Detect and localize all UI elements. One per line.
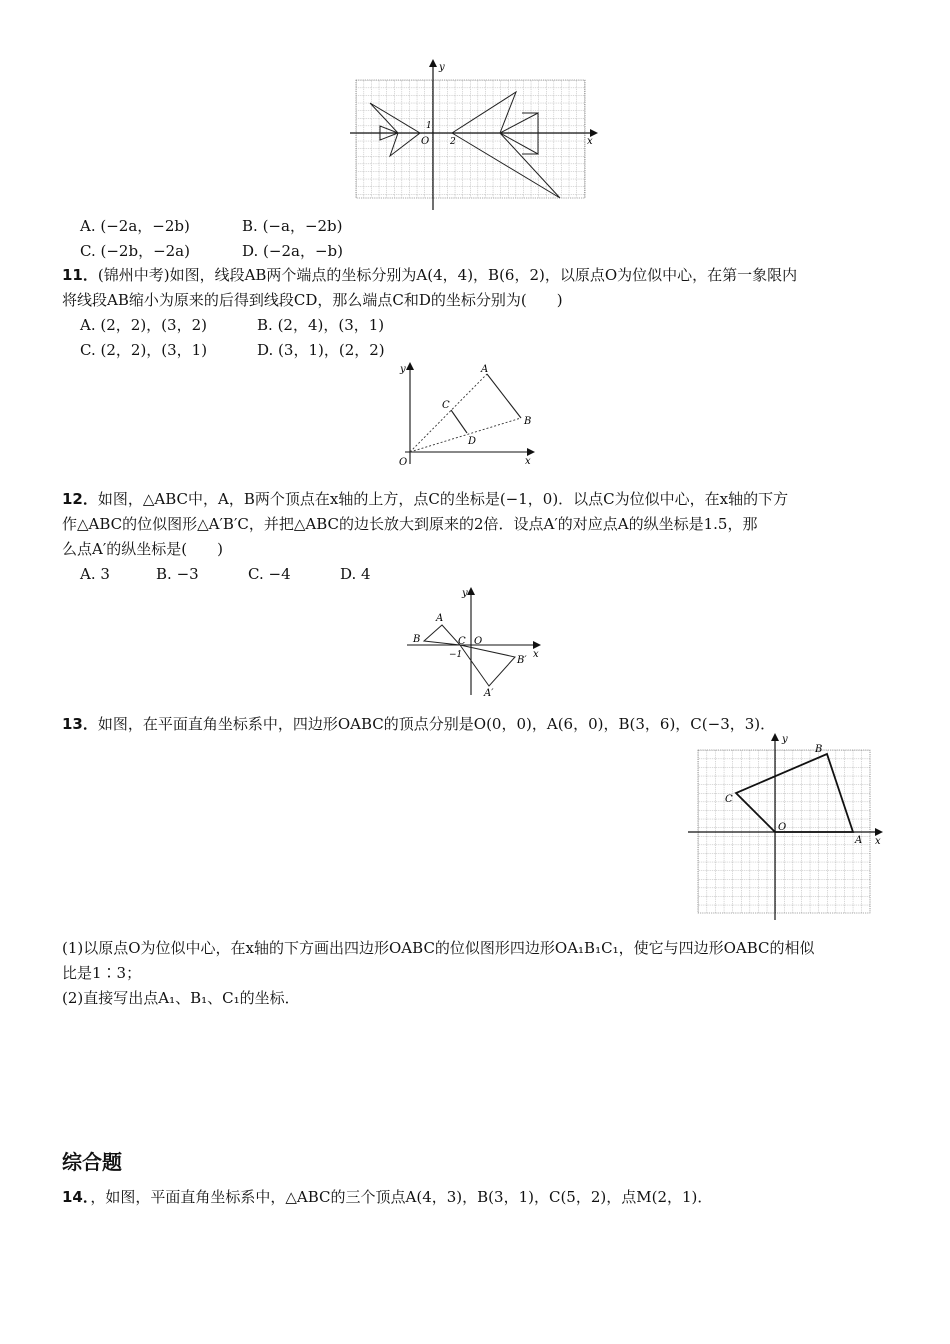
q13-figure xyxy=(688,730,888,922)
q13-sub2: (2)直接写出点A₁、B₁、C₁的坐标． xyxy=(62,989,300,1007)
label-a-prime: A′ xyxy=(484,688,494,699)
q10-figure xyxy=(350,58,605,214)
y-label: y xyxy=(782,734,788,745)
x-label: x xyxy=(525,456,531,467)
y-axis-arrow xyxy=(429,59,437,67)
q13-sub1-line1: (1)以原点O为位似中心，在x轴的下方画出四边形OABC的位似图形四边形OA₁B₁C₁，使它与四边形OABC的相似 xyxy=(62,939,815,957)
q12-line1: 12．如图，△ABC中，A，B两个顶点在x轴的上方，点C的坐标是(−1，0)．以点C为位似中心，在x轴的下方 xyxy=(62,490,789,508)
label-a: A xyxy=(855,835,863,846)
origin-label: O xyxy=(399,457,408,468)
q13-line1: 13．如图，在平面直角坐标系中，四边形OABC的顶点分别是O(0，0)，A(6，0)，B(3，6)，C(−3，3)． xyxy=(62,715,776,733)
y-label: y xyxy=(462,588,468,599)
q10-option-c: C. (−2b，−2a) xyxy=(80,242,190,260)
segment-ab xyxy=(487,374,521,418)
x-label: x xyxy=(587,136,593,147)
q12-option-c: C. −4 xyxy=(248,565,291,583)
y-axis-arrow xyxy=(406,362,414,370)
label-b-prime: B′ xyxy=(517,655,527,666)
x-axis-arrow xyxy=(527,448,535,456)
triangle-apbpc xyxy=(460,645,515,686)
label-b: B xyxy=(413,634,421,645)
q10-option-b: B. (−a，−2b) xyxy=(242,217,343,235)
segment-cd xyxy=(451,410,467,433)
origin-label: O xyxy=(778,822,787,833)
q12-line2: 作△ABC的位似图形△A′B′C，并把△ABC的边长放大到原来的2倍．设点A′的对应点A的纵坐标是1.5，那 xyxy=(62,515,758,533)
section-title: 综合题 xyxy=(62,1150,122,1174)
grid xyxy=(356,80,585,198)
q11-figure xyxy=(395,360,545,470)
label-a: A xyxy=(481,364,489,375)
label-b: B xyxy=(815,744,823,755)
x-axis-arrow xyxy=(533,641,541,649)
y-label: y xyxy=(400,364,406,375)
label-d: D xyxy=(468,436,477,447)
y-label: y xyxy=(439,62,445,73)
y-axis-arrow xyxy=(771,733,779,741)
y-axis-arrow xyxy=(467,587,475,595)
q11-option-b: B. (2，4)，(3，1) xyxy=(257,316,385,334)
q11-option-d: D. (3，1)，(2，2) xyxy=(257,341,385,359)
q11-line1: 11．(锦州中考)如图，线段AB两个端点的坐标分别为A(4，4)，B(6，2)，以原点O为位似中心，在第一象限内 xyxy=(62,266,798,284)
q13-sub1-line2: 比是1∶3； xyxy=(62,964,142,982)
q11-option-c: C. (2，2)，(3，1) xyxy=(80,341,208,359)
q14-line1: 14．，如图，平面直角坐标系中，△ABC的三个顶点A(4，3)，B(3，1)，C(5，2)，点M(2，1)． xyxy=(62,1188,713,1206)
q12-option-a: A. 3 xyxy=(80,565,110,583)
label-a: A xyxy=(436,613,444,624)
x-label: x xyxy=(875,836,881,847)
x-label: x xyxy=(533,649,539,660)
label-c: C xyxy=(458,636,466,647)
label-b: B xyxy=(524,416,532,427)
x-axis-arrow xyxy=(875,828,883,836)
origin-label: O xyxy=(474,636,483,647)
label-c: C xyxy=(442,400,450,411)
q10-option-a: A. (−2a，−2b) xyxy=(80,217,190,235)
q12-figure xyxy=(405,583,550,699)
dotted-ob xyxy=(410,418,521,452)
q12-option-d: D. 4 xyxy=(340,565,371,583)
tick-label-2: 2 xyxy=(450,137,456,147)
label-minus1: −1 xyxy=(449,650,463,660)
triangle-abc xyxy=(424,625,460,645)
q11-option-a: A. (2，2)，(3，2) xyxy=(80,316,207,334)
label-c: C xyxy=(725,794,733,805)
tick-label-1: 1 xyxy=(426,121,432,131)
q11-line2: 将线段AB缩小为原来的后得到线段CD，那么端点C和D的坐标分别为( ) xyxy=(62,291,563,309)
q12-line3: 么点A′的纵坐标是( ) xyxy=(62,540,223,558)
q10-option-d: D. (−2a，−b) xyxy=(242,242,343,260)
q12-option-b: B. −3 xyxy=(156,565,199,583)
origin-label: O xyxy=(421,136,430,147)
